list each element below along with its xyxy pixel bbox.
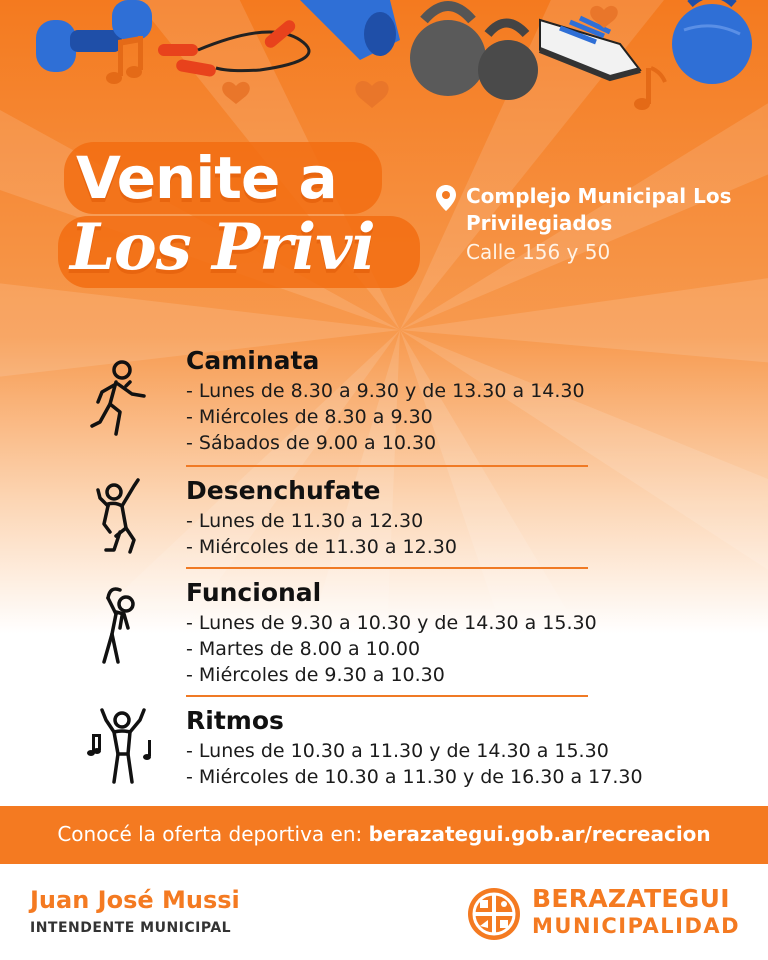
band-text [0, 822, 768, 846]
mayor-name: Juan José Mussi [30, 886, 240, 914]
activity-schedule [186, 378, 585, 456]
schedule-line: - Martes de 8.00 a 10.00 [186, 638, 421, 660]
activity-title: Desenchufate [186, 476, 381, 505]
logo-berazategui: BERAZATEGUI [532, 884, 730, 913]
activity-title: Funcional [186, 578, 322, 607]
music-note-icon [634, 68, 665, 110]
recreation-link[interactable]: berazategui.gob.ar/recreacion [368, 822, 711, 846]
activity-title: Ritmos [186, 706, 284, 735]
activity-schedule [186, 738, 643, 790]
dumbbell-icon [36, 0, 152, 72]
section-divider [186, 465, 588, 467]
schedule-line: - Miércoles de 10.30 a 11.30 y de 16.30 a 17.30 [186, 766, 643, 788]
headline-line-2: Los Privi [70, 210, 375, 285]
schedule-line: - Miércoles de 9.30 a 10.30 [186, 664, 445, 686]
schedule-line: - Sábados de 9.00 a 10.30 [186, 432, 437, 454]
sneaker-icon [540, 18, 640, 78]
activity-title: Caminata [186, 346, 320, 375]
map-pin-icon [436, 185, 456, 211]
activity-schedule [186, 508, 457, 560]
info-band [0, 806, 768, 864]
schedule-line: - Lunes de 8.30 a 9.30 y de 13.30 a 14.30 [186, 380, 585, 402]
activity-schedule [186, 610, 597, 688]
schedule-line: - Lunes de 11.30 a 12.30 [186, 510, 424, 532]
section-divider [186, 567, 588, 569]
heart-icon [355, 81, 388, 108]
yoga-mat-icon [300, 0, 400, 60]
stretching-person-icon [86, 584, 156, 664]
heart-icon [222, 82, 250, 104]
headline [58, 140, 428, 290]
schedule-line: - Miércoles de 11.30 a 12.30 [186, 536, 457, 558]
mayor-role: INTENDENTE MUNICIPAL [30, 920, 232, 936]
band-prefix: Conocé la oferta deportiva en: [57, 822, 369, 846]
headline-line-1: Venite a [76, 144, 337, 212]
dancing-person-icon [86, 706, 156, 786]
schedule-line: - Miércoles de 8.30 a 9.30 [186, 406, 433, 428]
logo-municipalidad: MUNICIPALIDAD [532, 914, 741, 938]
walking-person-icon [86, 360, 156, 440]
kettlebell-icon [410, 6, 538, 100]
fitness-equipment-illustration [0, 0, 768, 130]
jump-rope-icon [158, 18, 309, 78]
location-address: Calle 156 y 50 [466, 240, 611, 264]
schedule-line: - Lunes de 9.30 a 10.30 y de 14.30 a 15.30 [186, 612, 597, 634]
exercise-ball-icon [672, 0, 752, 84]
municipality-emblem-icon [466, 886, 522, 942]
section-divider [186, 695, 588, 697]
schedule-line: - Lunes de 10.30 a 11.30 y de 14.30 a 15.30 [186, 740, 609, 762]
location-name: Complejo Municipal Los Privilegiados [466, 184, 732, 235]
jumping-person-icon [86, 476, 156, 556]
